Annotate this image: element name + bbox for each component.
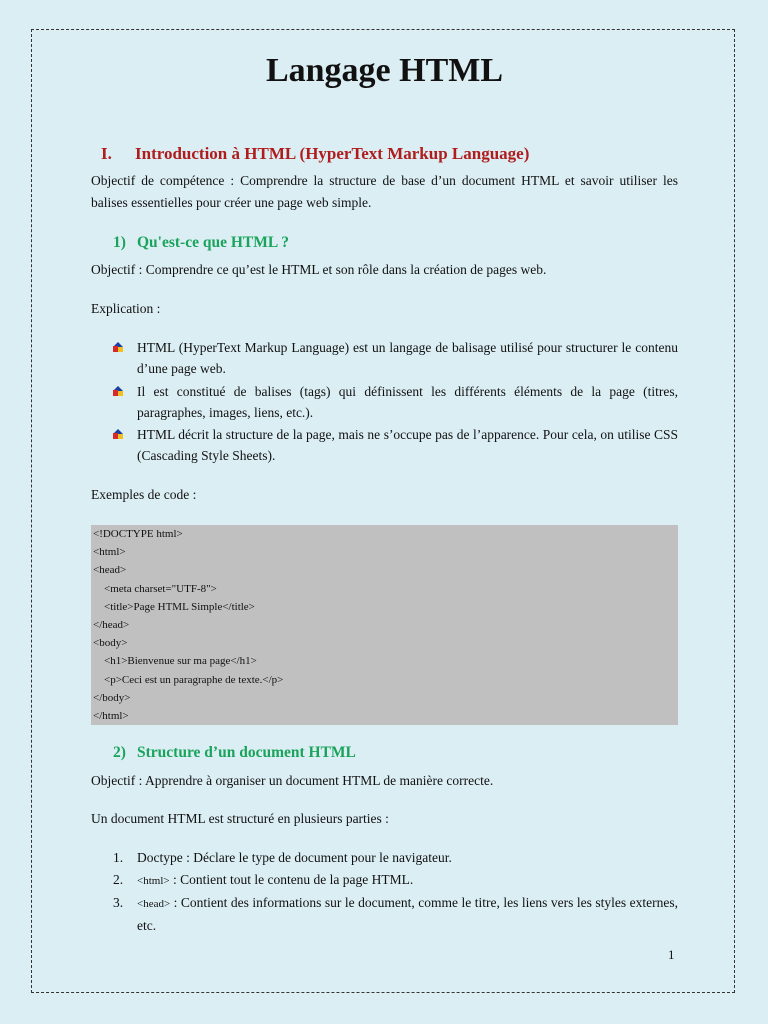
code-line: <body> xyxy=(93,637,128,650)
list-item xyxy=(91,381,678,423)
list-item xyxy=(91,424,678,466)
objective-text: Objectif : Apprendre à organiser un document HTML de manière correcte. xyxy=(91,773,494,788)
subsection-number: 2) xyxy=(113,744,126,761)
section-heading-introduction xyxy=(91,144,678,164)
code-line: <!DOCTYPE html> xyxy=(93,528,183,540)
list-item xyxy=(91,847,678,869)
code-line: </head> xyxy=(93,618,130,631)
subsection-title: Qu'est-ce que HTML ? xyxy=(137,234,289,251)
arrow-bullet-icon xyxy=(113,386,123,396)
code-line: <head> xyxy=(93,564,127,577)
structure-list xyxy=(91,847,678,937)
code-line: <h1>Bienvenue sur ma page</h1> xyxy=(93,655,257,668)
list-item xyxy=(91,892,678,937)
arrow-bullet-icon xyxy=(113,342,123,352)
code-line: <meta charset="UTF-8"> xyxy=(93,582,217,595)
section-heading-highlight: HyperText Markup Language xyxy=(305,144,524,163)
subsection-heading-what-is-html xyxy=(91,234,678,252)
code-line: <title>Page HTML Simple</title> xyxy=(93,600,255,613)
code-line: <p>Ceci est un paragraphe de texte.</p> xyxy=(93,673,284,686)
bullet-text: HTML (HyperText Markup Language) est un langage de balisage utilisé pour structurer le contenu d’une page web. xyxy=(137,340,678,376)
explication-label: Explication : xyxy=(91,301,161,316)
section-heading-suffix: ) xyxy=(523,144,530,163)
page-title: Langage HTML xyxy=(265,52,504,89)
item-text: Doctype : Déclare le type de document pour le navigateur. xyxy=(137,850,452,865)
item-code: <head> xyxy=(137,898,171,910)
subsection-heading-structure xyxy=(91,744,678,762)
explication-list xyxy=(91,337,678,468)
code-line: </html> xyxy=(93,709,129,722)
examples-label: Exemples de code : xyxy=(91,487,197,502)
subsection-title: Structure d’un document HTML xyxy=(137,744,356,761)
code-block xyxy=(91,525,678,725)
item-number: 1. xyxy=(113,850,124,865)
item-text: : Contient tout le contenu de la page HTML. xyxy=(169,872,414,887)
section-number: I. xyxy=(101,144,112,163)
competence-objective: Objectif de compétence : Comprendre la structure de base d’un document HTML et savoir utiliser les balises essentielles pour créer une page web simple. xyxy=(91,173,678,210)
arrow-bullet-icon xyxy=(113,429,123,439)
subsection-number: 1) xyxy=(113,234,126,251)
bullet-text: HTML décrit la structure de la page, mais ne s’occupe pas de l’apparence. Pour cela, on utilise CSS (Cascading Style Sheets). xyxy=(137,427,678,463)
objective-text: Objectif : Comprendre ce qu’est le HTML et son rôle dans la création de pages web. xyxy=(91,262,547,277)
item-code: <html> xyxy=(137,875,170,887)
bullet-text: Il est constitué de balises (tags) qui définissent les différents éléments de la page (titres, paragraphes, images, liens, etc.). xyxy=(137,383,678,420)
code-line: <html> xyxy=(93,546,126,559)
page-number: 1 xyxy=(668,947,675,962)
list-item xyxy=(91,337,678,379)
list-item xyxy=(91,869,678,892)
section-heading-prefix: Introduction à HTML ( xyxy=(135,144,306,163)
code-line: </body> xyxy=(93,691,131,704)
item-number: 3. xyxy=(113,895,124,910)
structure-intro: Un document HTML est structuré en plusieurs parties : xyxy=(91,811,389,826)
item-text: : Contient des informations sur le document, comme le titre, les liens vers les styles externes, etc. xyxy=(137,895,678,933)
item-number: 2. xyxy=(113,872,124,887)
